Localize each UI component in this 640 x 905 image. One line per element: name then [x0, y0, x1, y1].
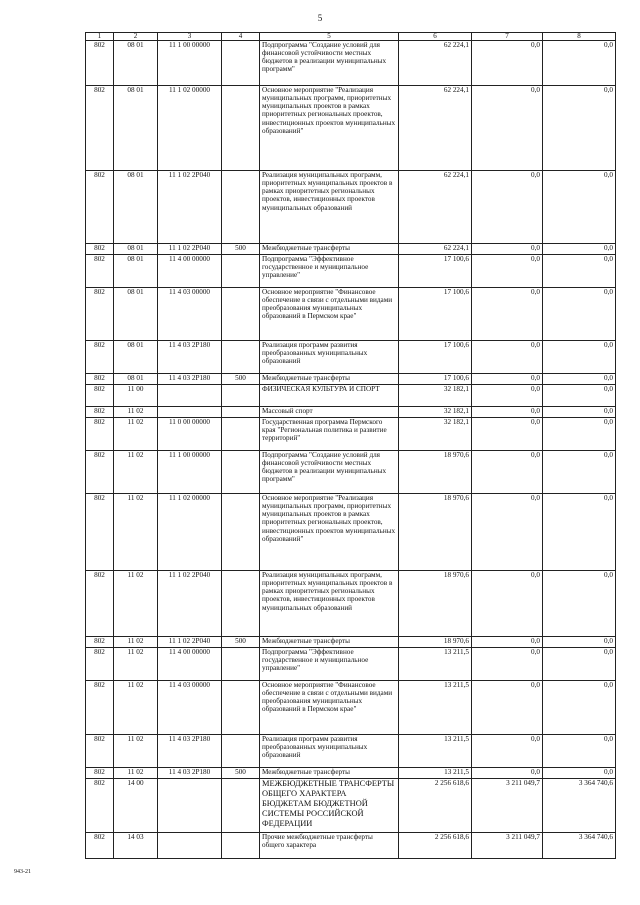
expense-type-code	[222, 341, 260, 374]
table-row	[86, 648, 616, 681]
expense-type-code	[222, 255, 260, 288]
expense-type-code: 500	[222, 637, 260, 648]
section-code: 08 01	[114, 255, 158, 288]
target-code: 11 0 00 00000	[158, 418, 222, 451]
amount-year-1: 32 182,1	[399, 418, 472, 451]
table-row	[86, 341, 616, 374]
expense-type-code	[222, 681, 260, 735]
expense-type-code	[222, 494, 260, 571]
department-code: 802	[86, 374, 114, 385]
target-code	[158, 779, 222, 833]
amount-year-1: 13 211,5	[399, 681, 472, 735]
target-code: 11 4 03 2P180	[158, 768, 222, 779]
item-name: Подпрограмма "Эффективное государственное и муниципальное управление"	[260, 648, 399, 681]
column-header: 6	[399, 33, 472, 41]
expense-type-code	[222, 407, 260, 418]
amount-year-3: 0,0	[543, 768, 616, 779]
item-name: Реализация муниципальных программ, приоритетных муниципальных проектов в рамках приоритетных региональных проектов, инвестиционных проектов муниципальных образований	[260, 571, 399, 637]
expense-type-code: 500	[222, 244, 260, 255]
target-code: 11 1 00 00000	[158, 41, 222, 86]
item-name: МЕЖБЮДЖЕТНЫЕ ТРАНСФЕРТЫ ОБЩЕГО ХАРАКТЕРА БЮДЖЕТАМ БЮДЖЕТНОЙ СИСТЕМЫ РОССИЙСКОЙ ФЕДЕРАЦИИ	[260, 779, 399, 833]
item-name: Массовый спорт	[260, 407, 399, 418]
department-code: 802	[86, 681, 114, 735]
department-code: 802	[86, 288, 114, 341]
amount-year-1: 13 211,5	[399, 735, 472, 768]
target-code: 11 4 03 2P180	[158, 735, 222, 768]
department-code: 802	[86, 171, 114, 244]
amount-year-3: 0,0	[543, 385, 616, 407]
section-code: 11 02	[114, 768, 158, 779]
amount-year-1: 18 970,6	[399, 637, 472, 648]
department-code: 802	[86, 833, 114, 859]
amount-year-3: 0,0	[543, 255, 616, 288]
section-code: 08 01	[114, 41, 158, 86]
amount-year-3: 0,0	[543, 418, 616, 451]
amount-year-3: 0,0	[543, 41, 616, 86]
department-code: 802	[86, 341, 114, 374]
target-code: 11 1 02 2P040	[158, 637, 222, 648]
item-name: Основное мероприятие "Реализация муниципальных программ, приоритетных муниципальных проектов в рамках приоритетных региональных проектов, инвестиционных проектов муниципальных образований"	[260, 494, 399, 571]
amount-year-2: 0,0	[472, 571, 543, 637]
amount-year-1: 18 970,6	[399, 451, 472, 494]
amount-year-3: 0,0	[543, 648, 616, 681]
table-row	[86, 86, 616, 171]
item-name: Подпрограмма "Эффективное государственное и муниципальное управление"	[260, 255, 399, 288]
section-code: 11 02	[114, 637, 158, 648]
department-code: 802	[86, 86, 114, 171]
table-row	[86, 244, 616, 255]
expense-type-code	[222, 385, 260, 407]
amount-year-2: 0,0	[472, 494, 543, 571]
table-row	[86, 768, 616, 779]
table-row	[86, 833, 616, 859]
amount-year-2: 0,0	[472, 244, 543, 255]
amount-year-2: 0,0	[472, 681, 543, 735]
amount-year-3: 0,0	[543, 735, 616, 768]
department-code: 802	[86, 779, 114, 833]
table-row	[86, 779, 616, 833]
expense-type-code	[222, 86, 260, 171]
amount-year-1: 17 100,6	[399, 374, 472, 385]
department-code: 802	[86, 255, 114, 288]
target-code: 11 1 02 2P040	[158, 171, 222, 244]
expense-type-code	[222, 648, 260, 681]
amount-year-2: 3 211 049,7	[472, 833, 543, 859]
section-code: 08 01	[114, 374, 158, 385]
amount-year-2: 0,0	[472, 385, 543, 407]
amount-year-2: 0,0	[472, 41, 543, 86]
column-header: 5	[260, 33, 399, 41]
amount-year-2: 0,0	[472, 288, 543, 341]
target-code: 11 1 02 2P040	[158, 571, 222, 637]
target-code	[158, 407, 222, 418]
item-name: Реализация муниципальных программ, приоритетных муниципальных проектов в рамках приоритетных региональных проектов, инвестиционных проектов муниципальных образований	[260, 171, 399, 244]
target-code: 11 1 02 2P040	[158, 244, 222, 255]
department-code: 802	[86, 571, 114, 637]
table-row	[86, 735, 616, 768]
amount-year-3: 0,0	[543, 244, 616, 255]
amount-year-2: 0,0	[472, 407, 543, 418]
amount-year-2: 0,0	[472, 735, 543, 768]
table-row	[86, 288, 616, 341]
table-row	[86, 418, 616, 451]
item-name: Реализация программ развития преобразованных муниципальных образований	[260, 341, 399, 374]
table-row	[86, 571, 616, 637]
expense-type-code	[222, 779, 260, 833]
expense-type-code	[222, 288, 260, 341]
table-row	[86, 41, 616, 86]
section-code: 11 02	[114, 681, 158, 735]
department-code: 802	[86, 494, 114, 571]
section-code: 08 01	[114, 341, 158, 374]
section-code: 11 02	[114, 494, 158, 571]
amount-year-3: 0,0	[543, 637, 616, 648]
amount-year-3: 0,0	[543, 86, 616, 171]
item-name: Межбюджетные трансферты	[260, 374, 399, 385]
column-header: 7	[472, 33, 543, 41]
section-code: 11 02	[114, 451, 158, 494]
amount-year-1: 18 970,6	[399, 571, 472, 637]
expense-type-code	[222, 171, 260, 244]
column-header: 3	[158, 33, 222, 41]
amount-year-2: 0,0	[472, 86, 543, 171]
expense-type-code	[222, 451, 260, 494]
section-code: 14 03	[114, 833, 158, 859]
expense-type-code	[222, 41, 260, 86]
section-code: 11 02	[114, 407, 158, 418]
table-row	[86, 171, 616, 244]
amount-year-1: 62 224,1	[399, 244, 472, 255]
target-code	[158, 385, 222, 407]
item-name: Основное мероприятие "Финансовое обеспечение в связи с отдельными видами преобразования муниципальных образований в Пермском крае"	[260, 288, 399, 341]
target-code: 11 4 03 2P180	[158, 374, 222, 385]
amount-year-2: 0,0	[472, 418, 543, 451]
amount-year-1: 32 182,1	[399, 407, 472, 418]
amount-year-1: 2 256 618,6	[399, 779, 472, 833]
table-row	[86, 637, 616, 648]
header-row	[86, 33, 616, 41]
item-name: Основное мероприятие "Реализация муниципальных программ, приоритетных муниципальных проектов в рамках приоритетных региональных проектов, инвестиционных проектов муниципальных образований"	[260, 86, 399, 171]
target-code: 11 4 03 00000	[158, 681, 222, 735]
department-code: 802	[86, 451, 114, 494]
amount-year-2: 0,0	[472, 341, 543, 374]
target-code: 11 4 00 00000	[158, 255, 222, 288]
department-code: 802	[86, 768, 114, 779]
item-name: Основное мероприятие "Финансовое обеспечение в связи с отдельными видами преобразования муниципальных образований в Пермском крае"	[260, 681, 399, 735]
department-code: 802	[86, 407, 114, 418]
section-code: 08 01	[114, 86, 158, 171]
item-name: Межбюджетные трансферты	[260, 637, 399, 648]
amount-year-1: 62 224,1	[399, 86, 472, 171]
amount-year-1: 13 211,5	[399, 768, 472, 779]
table-row	[86, 374, 616, 385]
section-code: 11 02	[114, 418, 158, 451]
item-name: Подпрограмма "Создание условий для финансовой устойчивости местных бюджетов в реализации муниципальных программ"	[260, 451, 399, 494]
section-code: 11 02	[114, 648, 158, 681]
target-code: 11 4 03 2P180	[158, 341, 222, 374]
amount-year-1: 13 211,5	[399, 648, 472, 681]
expense-type-code	[222, 735, 260, 768]
table-row	[86, 681, 616, 735]
department-code: 802	[86, 41, 114, 86]
item-name: Межбюджетные трансферты	[260, 244, 399, 255]
column-header: 8	[543, 33, 616, 41]
amount-year-3: 3 364 740,6	[543, 833, 616, 859]
item-name: Межбюджетные трансферты	[260, 768, 399, 779]
section-code: 11 00	[114, 385, 158, 407]
section-code: 14 00	[114, 779, 158, 833]
department-code: 802	[86, 244, 114, 255]
item-name: Прочие межбюджетные трансферты общего характера	[260, 833, 399, 859]
amount-year-3: 0,0	[543, 681, 616, 735]
section-code: 11 02	[114, 735, 158, 768]
amount-year-2: 0,0	[472, 648, 543, 681]
amount-year-2: 0,0	[472, 637, 543, 648]
expense-type-code	[222, 833, 260, 859]
table-row	[86, 407, 616, 418]
amount-year-3: 0,0	[543, 171, 616, 244]
page-number: 5	[317, 13, 323, 23]
department-code: 802	[86, 735, 114, 768]
expense-type-code: 500	[222, 768, 260, 779]
amount-year-2: 0,0	[472, 255, 543, 288]
table-row	[86, 385, 616, 407]
amount-year-2: 3 211 049,7	[472, 779, 543, 833]
table-row	[86, 494, 616, 571]
document-code: 943-21	[14, 869, 31, 875]
amount-year-2: 0,0	[472, 768, 543, 779]
table-row	[86, 255, 616, 288]
department-code: 802	[86, 418, 114, 451]
table-body	[86, 41, 616, 859]
amount-year-3: 0,0	[543, 374, 616, 385]
amount-year-1: 32 182,1	[399, 385, 472, 407]
section-code: 08 01	[114, 171, 158, 244]
amount-year-1: 62 224,1	[399, 171, 472, 244]
section-code: 08 01	[114, 244, 158, 255]
item-name: Реализация программ развития преобразованных муниципальных образований	[260, 735, 399, 768]
amount-year-3: 0,0	[543, 341, 616, 374]
amount-year-3: 0,0	[543, 451, 616, 494]
budget-table	[85, 32, 616, 859]
column-header: 4	[222, 33, 260, 41]
amount-year-2: 0,0	[472, 171, 543, 244]
column-header: 1	[86, 33, 114, 41]
amount-year-3: 0,0	[543, 571, 616, 637]
table-row	[86, 451, 616, 494]
amount-year-1: 17 100,6	[399, 341, 472, 374]
amount-year-1: 17 100,6	[399, 255, 472, 288]
target-code: 11 4 03 00000	[158, 288, 222, 341]
section-code: 08 01	[114, 288, 158, 341]
amount-year-2: 0,0	[472, 374, 543, 385]
amount-year-2: 0,0	[472, 451, 543, 494]
amount-year-3: 3 364 740,6	[543, 779, 616, 833]
column-header: 2	[114, 33, 158, 41]
department-code: 802	[86, 648, 114, 681]
amount-year-1: 62 224,1	[399, 41, 472, 86]
amount-year-3: 0,0	[543, 407, 616, 418]
target-code: 11 1 02 00000	[158, 86, 222, 171]
item-name: Государственная программа Пермского края "Региональная политика и развитие территорий"	[260, 418, 399, 451]
department-code: 802	[86, 385, 114, 407]
amount-year-3: 0,0	[543, 494, 616, 571]
department-code: 802	[86, 637, 114, 648]
section-code: 11 02	[114, 571, 158, 637]
item-name: ФИЗИЧЕСКАЯ КУЛЬТУРА И СПОРТ	[260, 385, 399, 407]
expense-type-code: 500	[222, 374, 260, 385]
expense-type-code	[222, 571, 260, 637]
target-code: 11 1 02 00000	[158, 494, 222, 571]
target-code	[158, 833, 222, 859]
amount-year-1: 2 256 618,6	[399, 833, 472, 859]
amount-year-3: 0,0	[543, 288, 616, 341]
amount-year-1: 17 100,6	[399, 288, 472, 341]
expense-type-code	[222, 418, 260, 451]
item-name: Подпрограмма "Создание условий для финансовой устойчивости местных бюджетов в реализации муниципальных программ"	[260, 41, 399, 86]
amount-year-1: 18 970,6	[399, 494, 472, 571]
target-code: 11 4 00 00000	[158, 648, 222, 681]
target-code: 11 1 00 00000	[158, 451, 222, 494]
